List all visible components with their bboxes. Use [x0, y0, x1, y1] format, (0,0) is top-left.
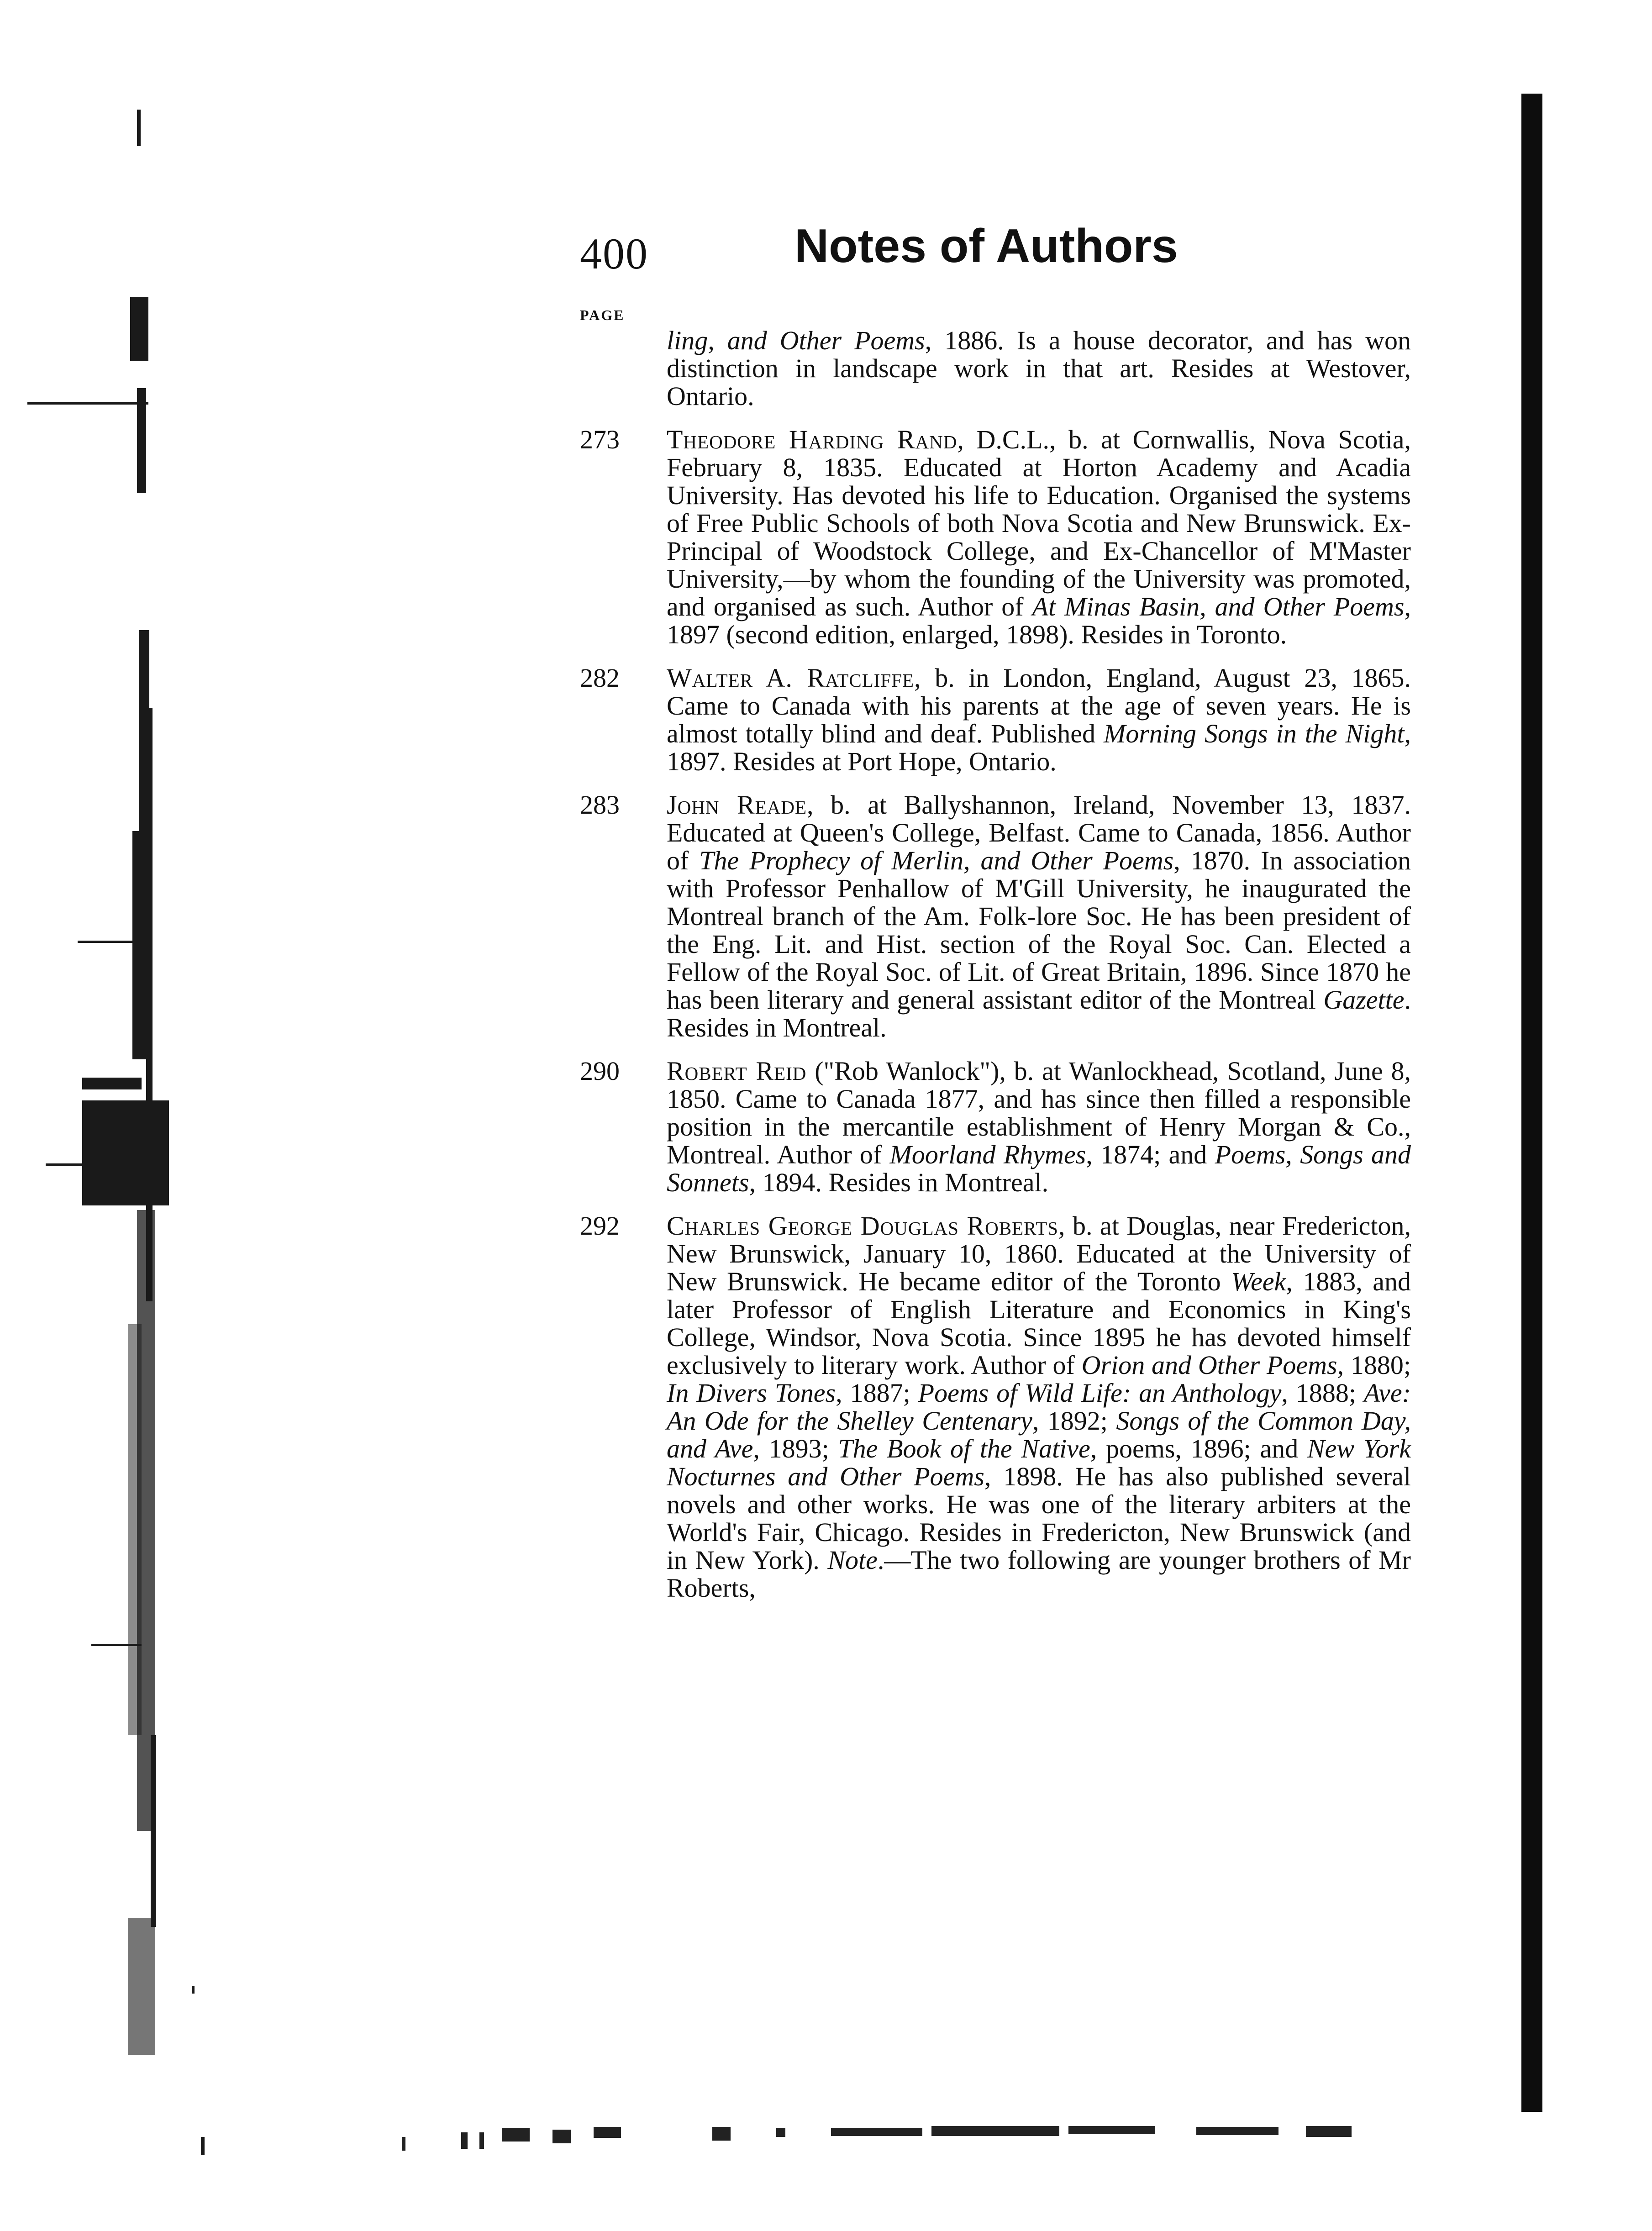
entry-text: , 1886. Is a house decorator, and has won distinction in landscape work in that art. Resides at Westover, Ontario. — [667, 326, 1411, 411]
entry-page-reference: 283 — [580, 790, 620, 820]
entry-text: , 1874; and — [1086, 1140, 1215, 1169]
entry-text: , 1893; — [753, 1434, 838, 1463]
entry-text: , 1894. Resides in Montreal. — [749, 1168, 1049, 1197]
author-notes-list — [580, 326, 1411, 1602]
work-title: In Divers Tones — [667, 1378, 836, 1408]
work-title: Ave: An Ode for the Shelley Centenary — [667, 1378, 1411, 1436]
author-entry — [580, 791, 1411, 1042]
entry-text: , 1887; — [836, 1378, 918, 1408]
scan-artifact-left-margin — [0, 91, 219, 2146]
author-entry — [580, 664, 1411, 775]
author-name: John Reade — [667, 790, 807, 820]
entry-page-reference: 282 — [580, 663, 620, 693]
author-entry — [580, 426, 1411, 648]
entry-text: , 1892; — [1032, 1406, 1116, 1436]
entry-text: , 1883, and later Professor of English Literature and Economics in King's College, Windsor, Nova Scotia. Since 1895 he has devoted himself exclusively to literary work. Author of — [667, 1267, 1411, 1380]
entry-text: . Resides in Montreal. — [667, 985, 1411, 1042]
entry-text: , 1870. In association with Professor Penhallow of M'Gill University, he inaugurated the Montreal branch of the Am. Folk-lore Soc. He has been president of the Eng. Lit. and Hist. section of the Royal Soc. Can. Elected a Fellow of the Royal Soc. of Lit. of Great Britain, 1896. Since 1870 he has been literary and general assistant editor of the Montreal — [667, 846, 1411, 1015]
work-title: Moorland Rhymes — [889, 1140, 1086, 1169]
entry-text: , 1880; — [1337, 1350, 1411, 1380]
entry-text: , poems, 1896; and — [1090, 1434, 1307, 1463]
entry-text: , D.C.L., b. at Cornwallis, Nova Scotia, February 8, 1835. Educated at Horton Academy and Acadia University. Has devoted his life to Education. Organised the systems of Free Public Schools of both Nova Scotia and New Brunswick. Ex-Principal of Woodstock College, and Ex-Chancellor of M'Master University,—by whom the founding of the University was promoted, and organised as such. Author of — [667, 425, 1411, 621]
page-header — [580, 219, 1411, 292]
work-title: ling, and Other Poems — [667, 326, 925, 355]
entry-text: , 1897 (second edition, enlarged, 1898). Resides in Toronto. — [667, 592, 1411, 649]
work-title: Songs of the Common Day, and Ave — [667, 1406, 1411, 1463]
scan-artifact-right-rule — [1521, 94, 1542, 2112]
author-name: Charles George Douglas Roberts — [667, 1211, 1058, 1241]
work-title: The Book of the Native — [838, 1434, 1090, 1463]
author-entry — [580, 1212, 1411, 1602]
work-title: The Prophecy of Merlin, and Other Poems — [699, 846, 1174, 875]
entry-text: , 1898. He has also published several novels and other works. He was one of the literary arbiters at the World's Fair, Chicago. Resides in Fredericton, New Brunswick (and in New York). — [667, 1462, 1411, 1575]
entry-text: .—The two following are younger brothers of Mr Roberts, — [667, 1545, 1411, 1603]
author-entry — [580, 326, 1411, 410]
work-title: Note — [827, 1545, 878, 1575]
entry-text: , b. in London, England, August 23, 1865. Came to Canada with his parents at the age of seven years. He is almost totally blind and deaf. Published — [667, 663, 1411, 748]
entry-text: , 1888; — [1281, 1378, 1364, 1408]
work-title: Poems, Songs and Sonnets — [667, 1140, 1411, 1197]
work-title: Orion and Other Poems — [1081, 1350, 1337, 1380]
running-title: Notes of Authors — [794, 220, 1178, 273]
work-title: New York Nocturnes and Other Poems — [667, 1434, 1411, 1491]
entry-text: , b. at Douglas, near Fredericton, New Brunswick, January 10, 1860. Educated at the University of New Brunswick. He became editor of the Toronto — [667, 1211, 1411, 1296]
entry-text: , b. at Ballyshannon, Ireland, November 13, 1837. Educated at Queen's College, Belfast. Came to Canada, 1856. Author of — [667, 790, 1411, 875]
work-title: At Minas Basin, and Other Poems — [1032, 592, 1405, 621]
page-number: 400 — [580, 229, 648, 278]
entry-text: , 1897. Resides at Port Hope, Ontario. — [667, 719, 1411, 776]
author-name: Theodore Harding Rand — [667, 425, 958, 454]
book-page — [580, 219, 1411, 1617]
entry-page-reference: 273 — [580, 425, 620, 454]
scan-artifact-bottom-edge — [402, 2119, 1352, 2155]
author-name: Walter A. Ratcliffe — [667, 663, 915, 693]
author-entry — [580, 1057, 1411, 1196]
work-title: Gazette — [1323, 985, 1405, 1015]
author-name: Robert Reid — [667, 1056, 807, 1086]
work-title: Poems of Wild Life: an Anthology — [918, 1378, 1282, 1408]
entry-text: ("Rob Wanlock"), b. at Wanlockhead, Scotland, June 8, 1850. Came to Canada 1877, and has since then filled a responsible position in the mercantile establishment of Henry Morgan & Co., Montreal. Author of — [667, 1056, 1411, 1169]
page-column-label: PAGE — [580, 307, 625, 323]
entry-page-reference: 290 — [580, 1056, 620, 1086]
work-title: Morning Songs in the Night — [1104, 719, 1405, 748]
entry-page-reference: 292 — [580, 1211, 620, 1241]
work-title: Week — [1231, 1267, 1286, 1296]
